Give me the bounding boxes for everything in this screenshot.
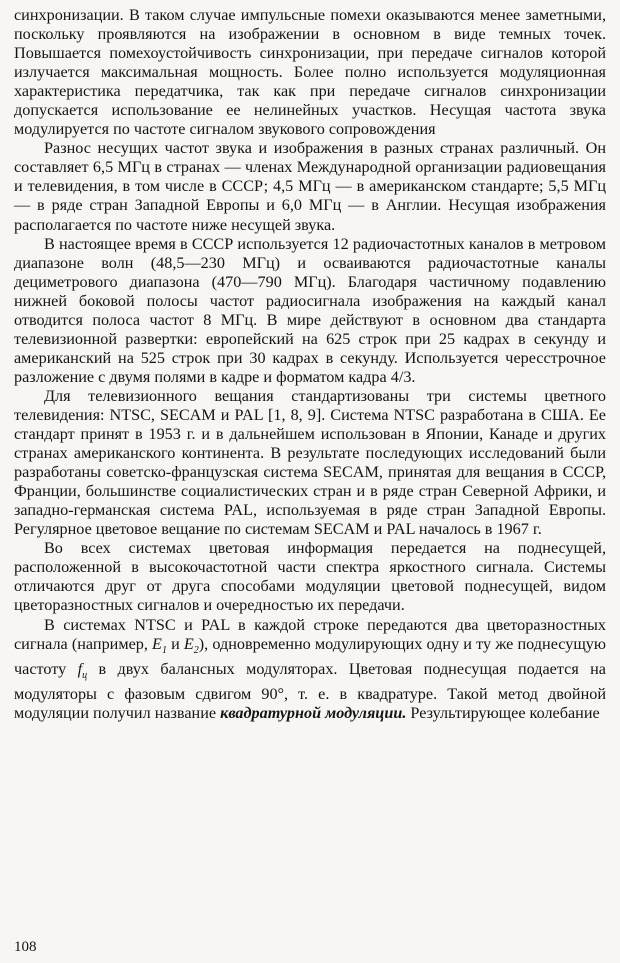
text-segment: Результирующее колебание bbox=[406, 704, 600, 723]
paragraph-subcarrier bbox=[14, 539, 606, 615]
text-segment: синхронизации. В таком случае импульсные помехи оказываются менее заметными, поскольку проявляются на изображении в основном в виде темных точек. Повышается помехоустойчивость синхронизации, при передаче сигналов которой излучается максимальная мощность. Более полно используется модуляционная характеристика передатчика, так как при передаче сигналов синхронизации допускается использование ее нелинейных участков. Несущая частота звука модулируется по частоте сигналом звукового сопровождения bbox=[14, 6, 606, 139]
paragraph-channels bbox=[14, 235, 606, 387]
text-segment: и bbox=[166, 634, 184, 653]
paragraph-quadrature bbox=[14, 616, 606, 724]
paragraph-color-systems bbox=[14, 387, 606, 539]
text-segment: 2 bbox=[193, 644, 199, 656]
text-segment: Разнос несущих частот звука и изображения в разных странах различный. Он составляет 6,5 МГц в странах — членах Международной организации радиовещания и телевидения, в том числе в СССР; 4,5 МГц — в американском стандарте; 5,5 МГц — в ряде стран Западной Европы и 6,0 МГц — в Англии. Несущая изображения располагается по частоте ниже несущей звука. bbox=[14, 139, 606, 234]
text-segment: ), одновременно модулирующих одну и ту же поднесущую частоту bbox=[14, 634, 606, 678]
text-segment: Во всех системах цветовая информация передается на поднесущей, расположенной в высокочастотной части спектра яркостного сигнала. Системы отличаются друг от друга способами модуляции цветовой поднесущей, видом цветоразностных сигналов и очередностью их передачи. bbox=[14, 539, 606, 615]
paragraph-sync-pulses bbox=[14, 6, 606, 139]
text-segment: в двух балансных модуляторах. Цветовая поднесущая подается на модуляторы с фазовым сдвигом 90°, т. е. в квадратуре. Такой метод двойной модуляции получил название bbox=[14, 659, 606, 723]
text-segment: квадратурной модуляции. bbox=[220, 704, 407, 723]
text-segment: В настоящее время в СССР используется 12 радиочастотных каналов в метровом диапазоне волн (48,5—230 МГц) и осваиваются радиочастотные каналы дециметрового диапазона (470—790 МГц). Благодаря частичному подавлению нижней боковой полосы частот радиосигнала изображения на каждый канал отводится полоса частот 8 МГц. В мире действуют в основном два стандарта телевизионной развертки: европейский на 625 строк при 25 кадрах в секунду и американский на 525 строк при 30 кадрах в секунду. Используется чересстрочное разложение с двумя полями в кадре и форматом кадра 4/3. bbox=[14, 234, 606, 386]
paragraph-carrier-spacing bbox=[14, 139, 606, 234]
text-segment: E bbox=[152, 634, 162, 653]
body-text bbox=[14, 6, 606, 723]
text-segment: E bbox=[183, 634, 194, 653]
text-segment: В системах NTSC и PAL в каждой строке передаются два цветоразностных сигнала (например, bbox=[14, 615, 606, 653]
text-segment: ц bbox=[82, 670, 88, 682]
page-number: 108 bbox=[14, 939, 37, 955]
text-segment: 1 bbox=[161, 644, 167, 656]
text-segment: f bbox=[77, 659, 83, 678]
text-segment: Для телевизионного вещания стандартизованы три системы цветного телевидения: NTSC, SECAM и PAL [1, 8, 9]. Система NTSC разработана в США. Ее стандарт принят в 1953 г. и в дальнейшем использован в Японии, Канаде и других странах американского континента. В результате последующих исследований были разработаны советско-французская система SECAM, принятая для вещания в СССР, Франции, большинстве социалистических стран и в ряде стран Северной Африки, и западно-германская система PAL, используемая в ряде стран Западной Европы. Регулярное цветовое вещание по системам SECAM и PAL началось в 1967 г. bbox=[14, 386, 606, 539]
